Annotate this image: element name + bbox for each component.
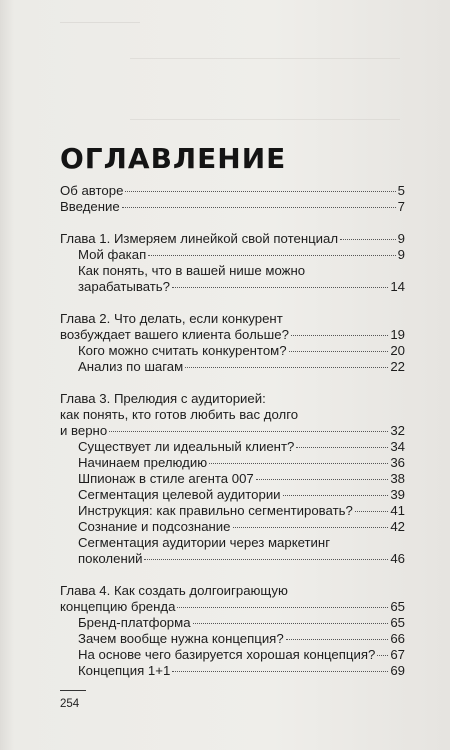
dot-leader: [286, 639, 389, 640]
dot-leader: [209, 463, 388, 464]
toc-subentry: [60, 247, 405, 263]
toc-subentry: [60, 615, 405, 631]
dot-leader: [377, 655, 388, 656]
table-of-contents: [60, 183, 405, 679]
toc-entry-page: 67: [390, 647, 405, 662]
toc-entry-page: 66: [390, 631, 405, 646]
toc-entry-label: Существует ли идеальный клиент?: [78, 439, 295, 454]
toc-entry-label: возбуждает вашего клиента больше?: [60, 327, 289, 342]
toc-subentry-line: Как понять, что в вашей нише можно: [78, 263, 306, 278]
toc-entry-page: 19: [390, 327, 405, 342]
toc-subentry: [60, 359, 405, 375]
toc-entry-page: 39: [390, 487, 405, 502]
toc-entry-page: 20: [390, 343, 405, 358]
dot-leader: [355, 511, 388, 512]
toc-entry-page: 46: [390, 551, 405, 566]
toc-entry-label: Мой факап: [78, 247, 147, 262]
dot-leader: [233, 527, 389, 528]
toc-entry-label: Анализ по шагам: [78, 359, 184, 374]
dot-leader: [256, 479, 389, 480]
toc-entry: [60, 423, 405, 439]
section-gap: [60, 567, 405, 583]
toc-entry-page: 9: [397, 231, 405, 246]
toc-entry: [60, 231, 405, 247]
toc-entry-page: 38: [390, 471, 405, 486]
dot-leader: [185, 367, 388, 368]
toc-entry-label: Инструкция: как правильно сегментировать?: [78, 503, 353, 518]
toc-chapter-line: Глава 4. Как создать долгоиграющую: [60, 583, 288, 598]
dot-leader: [340, 239, 396, 240]
dot-leader: [125, 191, 395, 192]
toc-entry: [60, 599, 405, 615]
show-through-text: [130, 58, 400, 120]
toc-entry-label: Введение: [60, 199, 120, 214]
toc-entry-label: Начинаем прелюдию: [78, 455, 208, 470]
toc-entry-page: 34: [390, 439, 405, 454]
dot-leader: [144, 559, 388, 560]
dot-leader: [172, 287, 388, 288]
toc-entry-label: Зачем вообще нужна концепция?: [78, 631, 284, 646]
toc-entry-page: 9: [397, 247, 405, 262]
toc-entry-label: Об авторе: [60, 183, 124, 198]
dot-leader: [122, 207, 396, 208]
toc-entry-page: 41: [390, 503, 405, 518]
section-gap: [60, 295, 405, 311]
toc-subentry: [60, 455, 405, 471]
toc-subentry: [60, 519, 405, 535]
dot-leader: [289, 351, 389, 352]
toc-subentry: [60, 343, 405, 359]
toc-entry-page: 5: [397, 183, 405, 198]
section-gap: [60, 215, 405, 231]
toc-entry: [60, 327, 405, 343]
toc-entry-label: Кого можно считать конкурентом?: [78, 343, 287, 358]
toc-subentry: [60, 279, 405, 295]
toc-subentry: [60, 439, 405, 455]
toc-entry-label: Шпионаж в стиле агента 007: [78, 471, 254, 486]
toc-chapter-line: Глава 2. Что делать, если конкурент: [60, 311, 283, 326]
toc-entry-label: Сегментация целевой аудитории: [78, 487, 281, 502]
section-gap: [60, 375, 405, 391]
dot-leader: [283, 495, 389, 496]
toc-subentry: [60, 471, 405, 487]
toc-entry-page: 42: [390, 519, 405, 534]
toc-entry-label: концепцию бренда: [60, 599, 176, 614]
footer-rule: [60, 690, 86, 691]
toc-entry-label: поколений: [78, 551, 143, 566]
dot-leader: [109, 431, 388, 432]
toc-entry-page: 14: [390, 279, 405, 294]
toc-entry-page: 65: [390, 599, 405, 614]
toc-entry-page: 32: [390, 423, 405, 438]
toc-entry-label: Глава 1. Измеряем линейкой свой потенциал: [60, 231, 339, 246]
show-through-text: [60, 22, 140, 31]
dot-leader: [296, 447, 388, 448]
toc-subentry: [60, 631, 405, 647]
toc-subentry: [60, 487, 405, 503]
toc-subentry: [60, 551, 405, 567]
toc-chapter-line: Глава 3. Прелюдия с аудиторией:: [60, 391, 266, 406]
toc-subentry: [60, 503, 405, 519]
toc-entry-label: На основе чего базируется хорошая концепция?: [78, 647, 376, 662]
toc-entry-page: 69: [390, 663, 405, 678]
toc-chapter-line: как понять, кто готов любить вас долго: [60, 407, 299, 422]
dot-leader: [177, 607, 388, 608]
toc-entry-label: зарабатывать?: [78, 279, 171, 294]
toc-subentry: [60, 663, 405, 679]
toc-entry-label: Концепция 1+1: [78, 663, 171, 678]
toc-subentry-line: Сегментация аудитории через маркетинг: [78, 535, 331, 550]
toc-entry-label: Сознание и подсознание: [78, 519, 231, 534]
toc-entry: [60, 183, 405, 199]
toc-subentry: [60, 647, 405, 663]
dot-leader: [291, 335, 388, 336]
toc-entry: [60, 199, 405, 215]
toc-entry-page: 65: [390, 615, 405, 630]
toc-entry-label: и верно: [60, 423, 108, 438]
toc-entry-label: Бренд-платформа: [78, 615, 191, 630]
page-number: 254: [60, 698, 80, 710]
dot-leader: [148, 255, 395, 256]
toc-entry-page: 36: [390, 455, 405, 470]
dot-leader: [172, 671, 388, 672]
page-title: ОГЛАВЛЕНИЕ: [60, 142, 287, 175]
dot-leader: [193, 623, 389, 624]
toc-entry-page: 7: [397, 199, 405, 214]
toc-entry-page: 22: [390, 359, 405, 374]
